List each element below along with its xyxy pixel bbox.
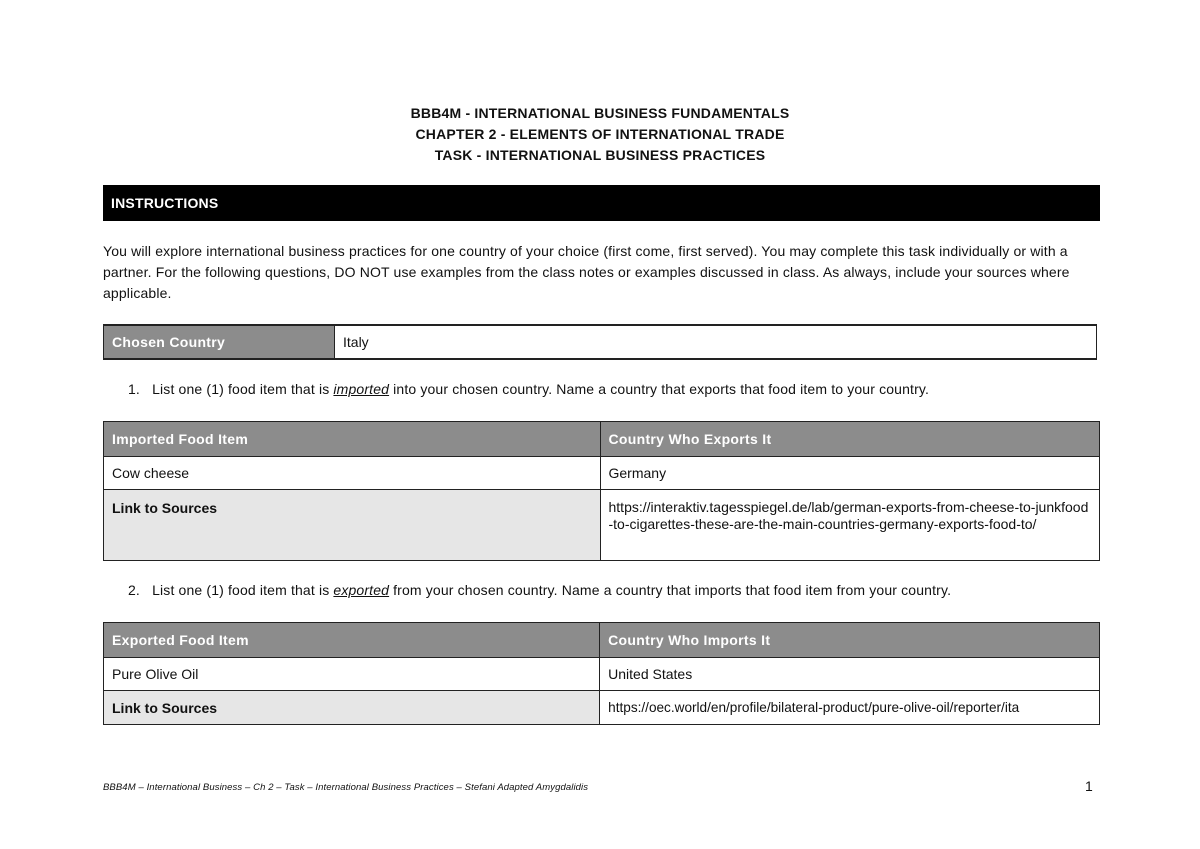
question-2-emphasis: exported [333, 582, 390, 598]
document-header [0, 103, 1200, 166]
chapter-title: CHAPTER 2 - ELEMENTS OF INTERNATIONAL TRADE [415, 126, 785, 142]
question-1-emphasis: imported [333, 381, 390, 397]
question-2-text-after: from your chosen country. Name a country that imports that food item from your country. [389, 582, 952, 598]
imported-item-header: Imported Food Item [104, 422, 601, 457]
question-2-number: 2. [128, 582, 140, 598]
exported-food-table [103, 622, 1100, 725]
imported-source-label: Link to Sources [104, 490, 601, 561]
footer-text: BBB4M – International Business – Ch 2 – Task – International Business Practices – Stefani Adapted Amygdalidis [103, 782, 589, 793]
question-1-number: 1. [128, 381, 140, 397]
exported-item-header: Exported Food Item [104, 623, 600, 658]
question-2 [128, 582, 951, 598]
question-2-text-before: List one (1) food item that is [152, 582, 334, 598]
question-1-text-after: into your chosen country. Name a country that exports that food item to your country. [389, 381, 930, 397]
exporter-country-header: Country Who Exports It [600, 422, 1100, 457]
chosen-country-label: Chosen Country [104, 325, 335, 359]
question-1 [128, 381, 929, 397]
page-number: 1 [1085, 778, 1093, 794]
imported-source-link[interactable]: https://interaktiv.tagesspiegel.de/lab/german-exports-from-cheese-to-junkfood-to-cigarettes-these-are-the-main-countries-germany-exports-food-to/ [600, 490, 1100, 561]
exporter-country-value: Germany [600, 457, 1100, 490]
exported-item-value: Pure Olive Oil [104, 658, 600, 691]
exported-source-link[interactable]: https://oec.world/en/profile/bilateral-product/pure-olive-oil/reporter/ita [600, 691, 1100, 725]
task-title: TASK - INTERNATIONAL BUSINESS PRACTICES [434, 147, 766, 163]
exported-source-label: Link to Sources [104, 691, 600, 725]
importer-country-value: United States [600, 658, 1100, 691]
chosen-country-table [103, 324, 1097, 360]
imported-food-table [103, 421, 1100, 561]
importer-country-header: Country Who Imports It [600, 623, 1100, 658]
instructions-heading: INSTRUCTIONS [103, 185, 1100, 221]
course-title: BBB4M - INTERNATIONAL BUSINESS FUNDAMENTALS [410, 105, 790, 121]
imported-item-value: Cow cheese [104, 457, 601, 490]
chosen-country-value: Italy [335, 325, 1097, 359]
instructions-text: You will explore international business practices for one country of your choice (first come, first served). You may complete this task individually or with a partner. For the following questions, DO NOT use examples from the class notes or examples discussed in class. As always, include your sources where applicable. [103, 243, 1070, 301]
question-1-text-before: List one (1) food item that is [152, 381, 334, 397]
